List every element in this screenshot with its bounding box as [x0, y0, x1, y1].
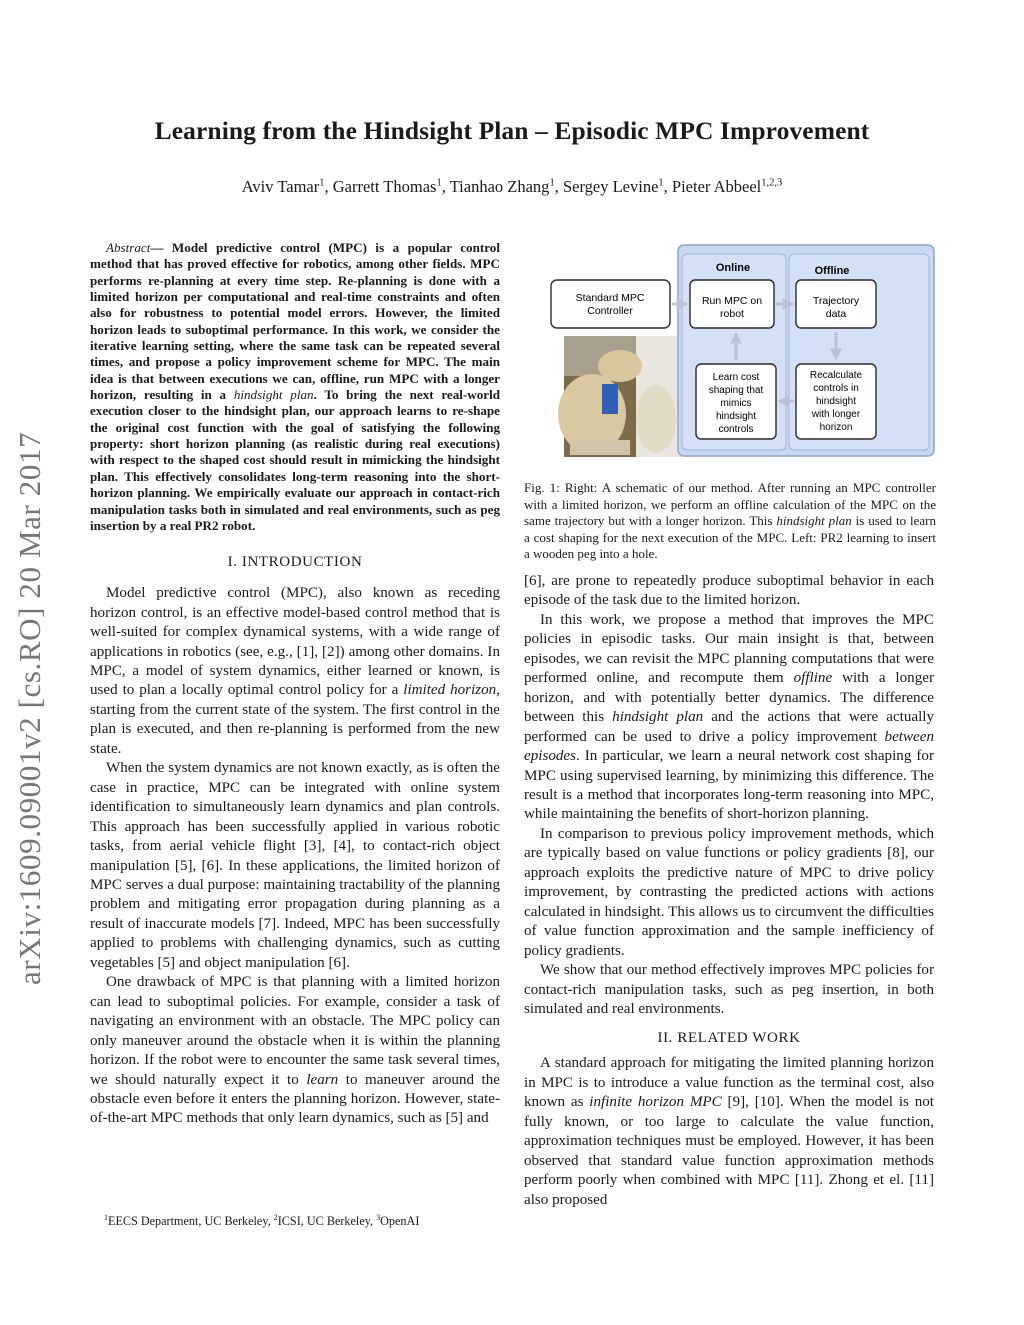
paragraph: A standard approach for mitigating the limited planning horizon in MPC is to introduce a value function as the terminal cost, also known as infinite horizon MPC [9], [10]. When the model is not fully known, or too large to calculate the value function, approximation techniques must be employed. However, it has been observed that standard value function approximation methods perform poorly when combined with MPC [11]. Zhong et el. [11] also proposed — [524, 1055, 934, 1208]
author-list: Aviv Tamar$^1$, Garrett Thomas$^1$, Tianhao Zhang$^1$, Sergey Levine$^1$, Pieter Abbeel$^{1,2,3}$ — [241, 177, 783, 196]
author-affiliation: 1 — [436, 177, 442, 189]
svg-text:Controller: Controller — [587, 305, 633, 317]
affiliations-footnote: $^1$EECS Department, UC Berkeley, $^2$ICSI, UC Berkeley, $^3$OpenAI — [104, 1213, 420, 1229]
right-column — [524, 572, 934, 1210]
paragraph: [6], are prone to repeatedly produce suboptimal behavior in each episode of the task due to the limited horizon. — [524, 573, 934, 609]
svg-text:shaping that: shaping that — [708, 385, 764, 396]
author-affiliation: 1 — [658, 177, 664, 189]
author-name: Garrett Thomas — [332, 177, 437, 196]
abstract-emphasis: hindsight plan — [233, 387, 314, 403]
svg-text:mimics: mimics — [720, 398, 752, 409]
svg-text:controls: controls — [718, 424, 754, 435]
paragraph: When the system dynamics are not known exactly, as is often the case in practice, MPC can be integrated with online system identification to simultaneously learn dynamics and plan controls. This approach has been successfully applied in various robotic tasks, from aerial vehicle flight [3], [4], to contact-rich object manipulation [5], [6]. In these applications, the limited horizon of MPC serves a dual purpose: maintaining tractability of the planning problem and mitigating error propagation during planning as a result of inaccurate models [7]. Indeed, MPC has been successfully applied to problems with challenging dynamics, such as cutting vegetables [5] and object manipulation [6]. — [90, 760, 500, 971]
online-label: Online — [715, 262, 751, 274]
figure-caption: Fig. 1: Right: A schematic of our method. After running an MPC controller with a limited horizon, we perform an offline calculation of the MPC on the same trajectory but with a longer horizon. This hindsight plan is used to learn a cost shaping for the next execution of the MPC. Left: PR2 learning to insert a wooden peg into a hole. — [524, 480, 936, 562]
svg-text:controls in: controls in — [813, 383, 859, 394]
abstract-label: Abstract — [106, 240, 151, 255]
svg-text:robot: robot — [720, 308, 744, 320]
standard-mpc-box — [551, 280, 670, 328]
svg-text:hindsight: hindsight — [815, 396, 857, 407]
paragraph: One drawback of MPC is that planning with a limited horizon can lead to suboptimal policies. For example, consider a task of navigating an environment with an obstacle. The MPC policy can only maneuver around the obstacle when it is within the planning horizon. If the robot were to encounter the same task several times, we should naturally expect it to learn to maneuver around the obstacle even before it enters the planning horizon. However, state-of-the-art MPC methods that only learn dynamics, such as [5] and — [90, 974, 501, 1127]
author-affiliation: 1 — [549, 177, 555, 189]
arxiv-stamp: arXiv:1609.09001v2 [cs.RO] 20 Mar 2017 — [12, 431, 47, 985]
svg-text:horizon: horizon — [819, 422, 853, 433]
svg-text:hindsight: hindsight — [715, 411, 757, 422]
left-column — [90, 240, 500, 1129]
paragraph: Model predictive control (MPC), also known as receding horizon control, is an effective model-based control method that is well-suited for complex dynamical systems, with a wide range of applications in robotics (see, e.g., [1], [2]) among other domains. In MPC, a model of system dynamics, either learned or known, is used to plan a locally optimal control policy for a limited horizon, starting from the current state of the system. The first control in the plan is executed, and then re-planning is performed from the new state. — [90, 585, 500, 757]
author-name: Tianhao Zhang — [449, 177, 550, 196]
section-heading-introduction: I. INTRODUCTION — [227, 554, 363, 571]
author-name: Pieter Abbeel — [671, 177, 762, 196]
offline-label: Offline — [814, 265, 850, 277]
paragraph: In comparison to previous policy improvement methods, which are typically based on value functions or policy gradients [8], our approach exploits the predictive nature of MPC to drive policy improvement, by contrasting the predicted actions with actions calculated in hindsight. This allows us to circumvent the difficulties of value function approximation and the sample inefficiency of policy gradients. — [524, 825, 934, 959]
svg-text:Trajectory: Trajectory — [812, 295, 860, 307]
author-name: Sergey Levine — [562, 177, 659, 196]
svg-text:data: data — [825, 308, 847, 320]
svg-text:Run MPC on: Run MPC on — [701, 295, 763, 307]
figure-schematic — [524, 244, 936, 459]
robot-photo — [558, 336, 682, 457]
abstract: Abstract— Model predictive control (MPC) is a popular control method that has proved effective for robotics, among other fields. MPC performs re-planning at every time step. Re-planning is done with a limited horizon per computational and real-time constraints and often also for robustness to potential model errors. However, the limited horizon leads to suboptimal performance. In this work, we consider the iterative learning setting, where the same task can be repeated several times, and propose a policy improvement scheme for MPC. The main idea is that between executions we can, offline, run MPC with a longer horizon, resulting in a hindsight plan. To bring the next real-world execution closer to the hindsight plan, our approach learns to re-shape the original cost function with the goal of satisfying the following property: short horizon planning (as realistic during real executions) with respect to the shaped cost should result in mimicking the hindsight plan. This effectively consolidates long-term reasoning into the short-horizon planning. We empirically evaluate our approach in contact-rich manipulation tasks both in simulated and real environments, such as peg insertion by a real PR2 robot. — [90, 240, 501, 533]
svg-text:Recalculate: Recalculate — [809, 370, 863, 381]
author-name: Aviv Tamar — [241, 177, 320, 196]
svg-text:with longer: with longer — [811, 409, 861, 420]
section-heading-related-work: II. RELATED WORK — [657, 1030, 801, 1047]
svg-text:Standard MPC: Standard MPC — [575, 292, 645, 304]
svg-text:Learn cost: Learn cost — [712, 372, 760, 383]
paper-title: Learning from the Hindsight Plan – Episodic MPC Improvement — [154, 116, 870, 145]
paragraph: We show that our method effectively improves MPC policies for contact-rich manipulation tasks, such as peg insertion, in both simulated and real environments. — [524, 962, 934, 1017]
author-affiliation: 1,2,3 — [761, 177, 783, 189]
author-affiliation: 1 — [319, 177, 325, 189]
paragraph: In this work, we propose a method that improves the MPC policies in episodic tasks. Our main insight is that, between episodes, we can revisit the MPC planning computations that were performed online, and recompute them offline with a longer horizon, and with potentially better dynamics. The difference between this hindsight plan and the actions that were actually performed can be used to drive a policy improvement between episodes. In particular, we learn a neural network cost shaping for MPC using supervised learning, by minimizing this difference. The result is a method that incorporates long-term reasoning into MPC, while maintaining the benefits of short-horizon planning. — [524, 611, 935, 823]
